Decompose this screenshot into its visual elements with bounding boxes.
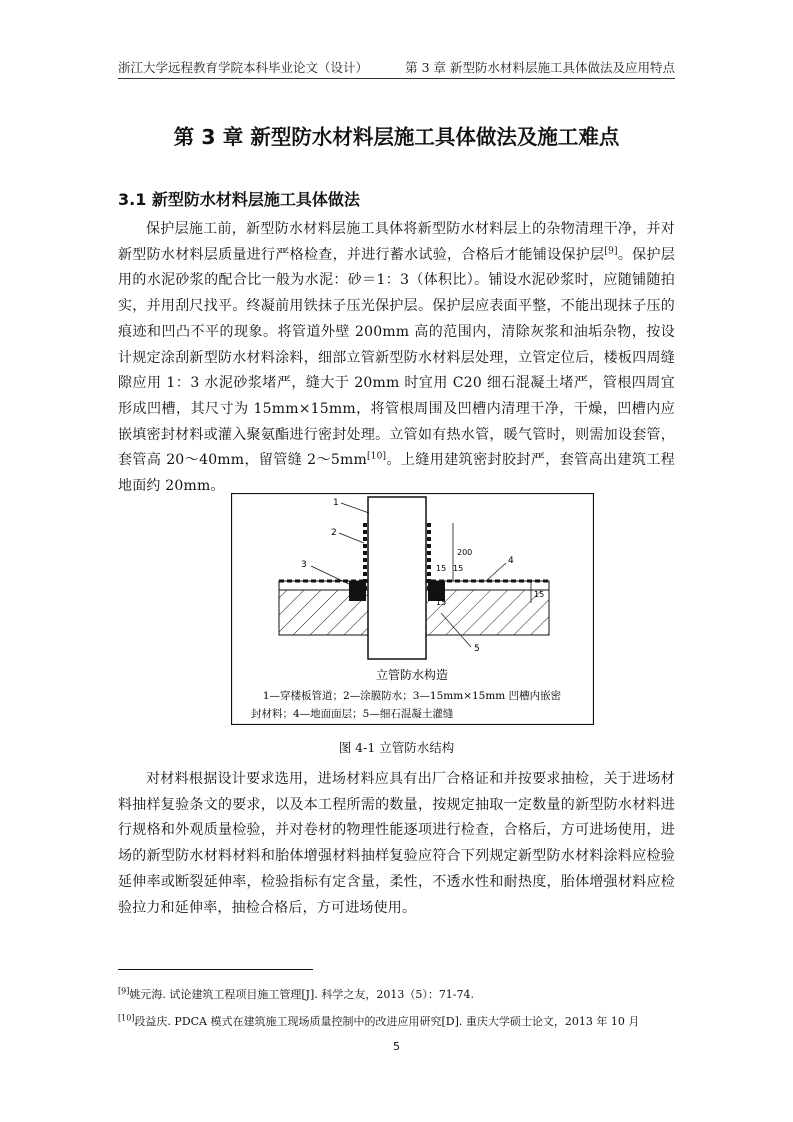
dim-15-c: 15: [534, 590, 545, 599]
footnote-9: [118, 986, 678, 1002]
section-title: 3.1 新型防水材料层施工具体做法: [118, 190, 360, 209]
page-number: 5: [393, 1040, 400, 1053]
dim-15-b: 15: [453, 564, 464, 573]
figure-caption: 图 4-1 立管防水结构: [338, 740, 455, 755]
pipe: [368, 497, 426, 659]
callout-5: 5: [474, 644, 480, 654]
dim-15-d: 15: [436, 598, 447, 607]
paragraph-1: [118, 217, 675, 500]
paragraph-1-text-c: 。上缝用建筑密封胶封严，套管高出建筑工程地面约 20mm。: [118, 452, 675, 495]
figure-title: 立管防水构造: [375, 668, 449, 682]
figure-legend-line-2: 封材料；4—地面面层；5—细石混凝土灌缝: [251, 708, 454, 720]
footnote-10-text: 段益庆. PDCA 模式在建筑施工现场质量控制中的改进应用研究[D]. 重庆大学硕士论文，2013 年 10 月: [134, 1015, 640, 1028]
citation-9: [9]: [604, 246, 618, 257]
citation-10: [10]: [366, 451, 387, 462]
footnote-rule: [118, 969, 313, 970]
footnote-10-mark: [10]: [118, 1013, 135, 1023]
header-right: 第 3 章 新型防水材料层施工具体做法及应用特点: [405, 60, 675, 75]
footnote-10: [118, 1013, 678, 1029]
paragraph-1-text-b: 。保护层用的水泥砂浆的配合比一般为水泥：砂＝1：3（体积比）。铺设水泥砂浆时，应随铺随拍实，并用刮尺找平。终凝前用铁抹子压光保护层。保护层应表面平整，不能出现抹子压的痕迹和凹凸不平的现象。将管道外壁 200mm 高的范围内，清除灰浆和油垢杂物，按设计规定涂刮新型防水材料涂料，细部立管新型防水材料层处理，立管定位后，楼板四周缝隙应用 1：3 水泥砂浆堵严，缝大于 20mm 时宜用 C20 细石混凝土堵严，管根四周宜形成凹槽，其尺寸为 15mm×15mm，将管根周围及凹槽内清理干净，干燥，凹槽内应嵌填密封材料或灌入聚氨酯进行密封处理。立管如有热水管，暖气管时，则需加设套管，套管高 20～40mm，留管缝 2～5mm: [118, 246, 675, 469]
paragraph-2: 对材料根据设计要求选用，进场材料应具有出厂合格证和并按要求抽检，关于进场材料抽样复验条文的要求，以及本工程所需的数量，按规定抽取一定数量的新型防水材料进行规格和外观质量检验，并对卷材的物理性能逐项进行检查，合格后，方可进场使用，进场的新型防水材料材料和胎体增强材料抽样复验应符合下列规定新型防水材料涂料应检验延伸率或断裂延伸率，检验指标有定含量，柔性，不透水性和耐热度，胎体增强材料应检验拉力和延伸率，抽检合格后，方可进场使用。: [118, 771, 675, 916]
header-left: 浙江大学远程教育学院本科毕业论文（设计）: [118, 60, 369, 75]
footnote-9-text: 姚元海. 试论建筑工程项目施工管理[J]. 科学之友，2013（5）：71-74.: [129, 988, 475, 1001]
figure-legend-line-1: 1—穿楼板管道；2—涂膜防水；3—15mm×15mm 凹槽内嵌密: [262, 690, 562, 702]
dim-15-a: 15: [436, 564, 447, 573]
standpipe-drawing: [231, 493, 594, 725]
callout-3: 3: [301, 560, 307, 570]
footnote-9-mark: [9]: [118, 986, 130, 996]
running-header: [118, 58, 675, 78]
standpipe-waterproofing-figure: [231, 493, 594, 725]
callout-4: 4: [508, 556, 514, 566]
header-rule: [118, 78, 675, 79]
chapter-title: 第 3 章 新型防水材料层施工具体做法及施工难点: [173, 125, 620, 149]
dim-200: 200: [457, 548, 473, 557]
callout-1: 1: [333, 498, 339, 508]
paragraph-1-text-a: 保护层施工前，新型防水材料层施工具体将新型防水材料层上的杂物清理干净，并对新型防水材料层质量进行严格检查，并进行蓄水试验，合格后才能铺设保护层: [118, 221, 675, 263]
callout-2: 2: [331, 528, 337, 538]
sealant-groove-left: [349, 581, 366, 601]
